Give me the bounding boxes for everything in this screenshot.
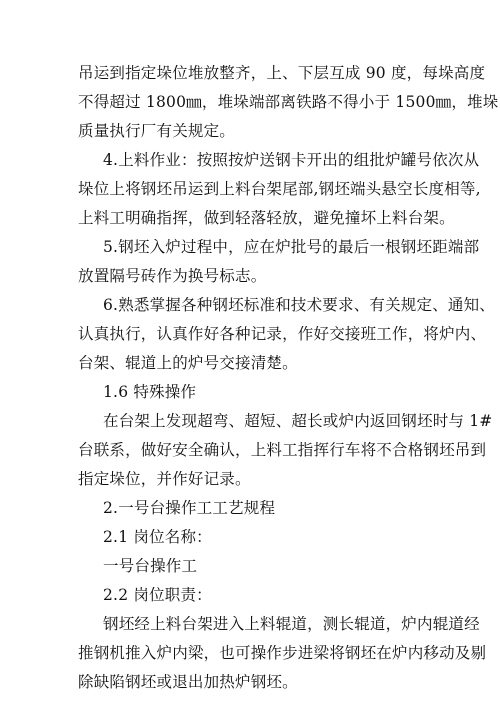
text-line: 垛位上将钢坯吊运到上料台架尾部,钢坯端头悬空长度相等, bbox=[78, 180, 481, 198]
text-line: 台联系，做好安全确认，上料工指挥行车将不合格钢坯吊到 bbox=[78, 441, 487, 459]
text-line: 4.上料作业：按照按炉送钢卡开出的组批炉罐号依次从 bbox=[103, 151, 480, 169]
section-heading: 2.1 岗位名称： bbox=[103, 528, 212, 546]
text-line: 在台架上发现超弯、超短、超长或炉内返回钢坯时与 1# bbox=[103, 412, 493, 430]
text-line: 不得超过 1800㎜，堆垛端部离铁路不得小于 1500㎜，堆垛 bbox=[78, 93, 499, 111]
text-line: 上料工明确指挥，做到轻落轻放，避免撞坏上料台架。 bbox=[78, 209, 455, 227]
text-line: 6.熟悉掌握各种钢坯标准和技术要求、有关规定、通知、 bbox=[103, 296, 495, 314]
section-heading: 2.2 岗位职责： bbox=[103, 586, 212, 604]
text-line: 钢坯经上料台架进入上料辊道，测长辊道，炉内辊道经 bbox=[103, 615, 480, 633]
text-line: 认真执行，认真作好各种记录，作好交接班工作，将炉内、 bbox=[78, 325, 487, 343]
section-heading: 1.6 特殊操作 bbox=[103, 383, 197, 401]
text-line: 除缺陷钢坯或退出加热炉钢坯。 bbox=[78, 673, 298, 691]
text-line: 一号台操作工 bbox=[103, 557, 198, 575]
text-line: 放置隔号砖作为换号标志。 bbox=[78, 267, 267, 285]
text-line: 5.钢坯入炉过程中，应在炉批号的最后一根钢坯距端部 bbox=[103, 238, 480, 256]
text-line: 指定垛位，并作好记录。 bbox=[78, 470, 251, 488]
text-line: 台架、辊道上的炉号交接清楚。 bbox=[78, 354, 298, 372]
text-line: 质量执行厂有关规定。 bbox=[78, 122, 236, 140]
text-line: 推钢机推入炉内梁，也可操作步进梁将钢坯在炉内移动及剔 bbox=[78, 644, 487, 662]
section-heading: 2.一号台操作工工艺规程 bbox=[103, 499, 276, 517]
text-line: 吊运到指定垛位堆放整齐，上、下层互成 90 度，每垛高度 bbox=[78, 64, 486, 82]
